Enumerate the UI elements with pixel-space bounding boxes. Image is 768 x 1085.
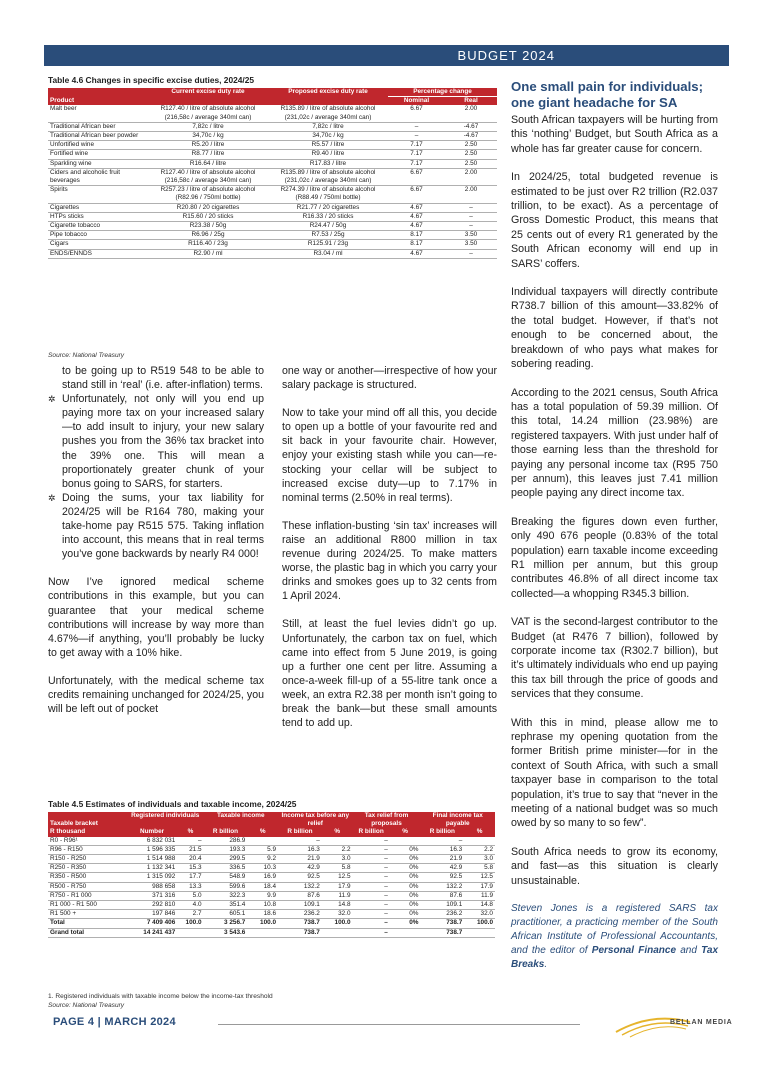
table-cell: – <box>353 919 390 928</box>
table-cell: 1 132 341 <box>127 864 177 873</box>
table-cell: 17.7 <box>177 873 203 882</box>
header-bracket: Taxable bracket <box>48 812 127 828</box>
paragraph: VAT is the second-largest contributor to the Budget (at R476 7 billion), followed by corporate income tax (R302.7 billion), but it’s ultimately individuals who end up paying this tax bill through the price of goods and services that they consume. <box>511 616 718 701</box>
header-taxable: Taxable income <box>204 812 278 828</box>
table-cell: 4.67 <box>388 203 445 212</box>
table-cell: 599.6 <box>204 882 248 891</box>
table-cell: R23.38 / 50g <box>148 222 268 231</box>
table-cell: 548.9 <box>204 873 248 882</box>
table-cell: – <box>353 837 390 846</box>
table-cell: 11.9 <box>464 891 495 900</box>
header-relief: Tax relief from proposals <box>353 812 421 828</box>
page-footer: PAGE 4 | MARCH 2024 <box>53 1016 176 1028</box>
table-cell: 2.00 <box>445 105 497 122</box>
paragraph: one way or another—irrespective of how your salary package is structured. <box>282 365 497 392</box>
logo-wordmark: BELLAN MEDIA <box>670 1019 733 1026</box>
table-cell: – <box>353 864 390 873</box>
table-cell: Malt beer <box>48 105 148 122</box>
table-cell: 292 810 <box>127 901 177 910</box>
table-cell: R6.96 / 25g <box>148 231 268 240</box>
table-cell: – <box>353 891 390 900</box>
table-cell: 16.9 <box>247 873 278 882</box>
table-row <box>48 845 495 854</box>
table-cell: 988 658 <box>127 882 177 891</box>
table-cell: 21.9 <box>420 855 464 864</box>
table-cell: 738.7 <box>278 928 322 937</box>
paragraph: These inflation-busting ‘sin tax’ increases will raise an additional R800 million in tax revenue during 2024/25. To make matters worse, the plastic bag in which you carry your drinks and smokes goes up to 32 cents from 1 April 2024. <box>282 519 497 603</box>
table-row <box>48 159 497 168</box>
table-cell: R0 - R96¹ <box>48 837 127 846</box>
header-before-relief: Income tax before any relief <box>278 812 352 828</box>
table-cell: 3.0 <box>464 855 495 864</box>
table-cell: 87.6 <box>278 891 322 900</box>
table-cell: 42.9 <box>420 864 464 873</box>
bullet-text: Doing the sums, your tax liability for 2024/25 will be R164 780, making your take-home pay R515 575. Taking inflation into account, this means that in real terms you’ve gone backwards by nearly R4 000! <box>62 491 264 561</box>
table-cell: 5.8 <box>464 864 495 873</box>
table-cell: 0% <box>390 882 421 891</box>
table-row <box>48 132 497 141</box>
table-cell: 92.5 <box>278 873 322 882</box>
table-cell <box>322 837 353 846</box>
unit-cell: R billion <box>353 828 390 836</box>
table-cell: 3 256.7 <box>204 919 248 928</box>
table-cell: 738.7 <box>420 919 464 928</box>
table-row <box>48 203 497 212</box>
unit-cell: R billion <box>278 828 322 836</box>
table-cell: 2.50 <box>445 159 497 168</box>
table-cell: 8.17 <box>388 240 445 249</box>
body-column-1 <box>48 364 264 730</box>
paragraph: In 2024/25, total budgeted revenue is estimated to be just over R2 trillion (R2.037 trillion, to be exact). As a percentage of Gross Domestic Product, this means that 25 cents out of every R1 generated by the South African economy will end up in SARS’ coffers. <box>511 171 718 270</box>
table-cell: 4.67 <box>388 212 445 221</box>
table-cell: 4.67 <box>388 249 445 258</box>
paragraph: Breaking the figures down even further, only 490 676 people (0.83% of the total population) earn taxable income exceeding R1 million per annum, but this group contributes 46.8% of all direct income tax collected—a whopping R345.3 billion. <box>511 515 718 600</box>
unit-cell: % <box>322 828 353 836</box>
header-nominal: Nominal <box>388 97 445 106</box>
table-row <box>48 168 497 185</box>
table-cell: 18.4 <box>247 882 278 891</box>
table-cell: – <box>353 845 390 854</box>
table-row <box>48 855 495 864</box>
table-row <box>48 240 497 249</box>
table-cell: Cigarette tobacco <box>48 222 148 231</box>
table-row <box>48 837 495 846</box>
table-cell: 2.2 <box>322 845 353 854</box>
table-cell: 236.2 <box>278 910 322 919</box>
table-cell: 5.0 <box>177 891 203 900</box>
table-cell: R135.89 / litre of absolute alcohol (231,02c / average 340ml can) <box>268 105 388 122</box>
table-cell: 18.6 <box>247 910 278 919</box>
table-cell: 6.67 <box>388 105 445 122</box>
bio-text: Steven Jones is a registered SARS tax practitioner, a practicing member of the South African Institute of Professional Accountants, and the editor of <box>511 903 718 957</box>
table-cell: Pipe tobacco <box>48 231 148 240</box>
table-cell: R15.60 / 20 sticks <box>148 212 268 221</box>
table-cell: 3.50 <box>445 240 497 249</box>
bullet-continuation <box>48 364 264 392</box>
table-cell: 6.67 <box>388 168 445 185</box>
table-cell: R150 - R250 <box>48 855 127 864</box>
table-cell: 336.5 <box>204 864 248 873</box>
table-cell: 20.4 <box>177 855 203 864</box>
table-row <box>48 249 497 258</box>
table-cell: – <box>353 873 390 882</box>
table-cell: 0% <box>390 891 421 900</box>
table-cell: 6 832 031 <box>127 837 177 846</box>
table-cell: 0% <box>390 855 421 864</box>
table-row <box>48 901 495 910</box>
body-column-2 <box>282 364 497 744</box>
table-cell: 15.3 <box>177 864 203 873</box>
header-percentage: Percentage change <box>388 88 497 97</box>
table-cell: R127.40 / litre of absolute alcohol (216,58c / average 340ml can) <box>148 105 268 122</box>
table-cell: 7.17 <box>388 159 445 168</box>
sidebar-title: One small pain for individuals; one giant headache for SA <box>511 79 703 110</box>
table-cell: 738.7 <box>420 928 464 937</box>
table-row <box>48 222 497 231</box>
table-cell: R16.33 / 20 sticks <box>268 212 388 221</box>
table-row <box>48 122 497 131</box>
table-cell <box>247 928 278 937</box>
table-cell: 351.4 <box>204 901 248 910</box>
table-cell: R750 - R1 000 <box>48 891 127 900</box>
table-cell: R9.40 / litre <box>268 150 388 159</box>
table-cell: R2.90 / ml <box>148 249 268 258</box>
table-cell: 132.2 <box>278 882 322 891</box>
table-cell: 21.9 <box>278 855 322 864</box>
table-cell: – <box>420 837 464 846</box>
table-cell: R125.91 / 23g <box>268 240 388 249</box>
table-cell: 2.00 <box>445 186 497 203</box>
table-cell: 6.67 <box>388 186 445 203</box>
table-cell: – <box>388 122 445 131</box>
table-cell: R16.64 / litre <box>148 159 268 168</box>
table-cell: R24.47 / 50g <box>268 222 388 231</box>
table-cell: R20.80 / 20 cigarettes <box>148 203 268 212</box>
table-cell: 16.3 <box>278 845 322 854</box>
table-cell: 87.6 <box>420 891 464 900</box>
table-cell: R1 000 - R1 500 <box>48 901 127 910</box>
table-cell: – <box>353 901 390 910</box>
table-cell: – <box>445 249 497 258</box>
table-cell: 8.17 <box>388 231 445 240</box>
table-cell: R500 - R750 <box>48 882 127 891</box>
paragraph: With this in mind, please allow me to rephrase my opening quotation from the former British prime minister—for in the context of South Africa, with such a small taxpayer base in comparison to the total population, it’s true to say that “never in the meeting of a national budget was so much owed by so many to so few”. <box>511 716 718 830</box>
header-current: Current excise duty rate <box>148 88 268 105</box>
table-cell: 1 315 092 <box>127 873 177 882</box>
table-cell <box>390 837 421 846</box>
table-cell: 0% <box>390 864 421 873</box>
paragraph: Now I’ve ignored medical scheme contributions in this example, but you can guarantee that your medical scheme contributions will increase by way more than 4.67%—if anything, you’ll probably be lucky to get away with a 10% hike. <box>48 576 264 659</box>
table-cell: 12.5 <box>322 873 353 882</box>
table-cell: 2.50 <box>445 141 497 150</box>
table-cell: 42.9 <box>278 864 322 873</box>
table-cell: Traditional African beer <box>48 122 148 131</box>
table-cell: 2.2 <box>464 845 495 854</box>
table-cell: 371 316 <box>127 891 177 900</box>
table-cell: Cigars <box>48 240 148 249</box>
income-table-body <box>48 837 495 919</box>
bio-publication: Tax Breaks <box>511 945 719 971</box>
table-cell: – <box>445 203 497 212</box>
table-cell: 17.9 <box>464 882 495 891</box>
table-cell: R116.40 / 23g <box>148 240 268 249</box>
table-cell: R274.39 / litre of absolute alcohol (R88.49 / 750ml bottle) <box>268 186 388 203</box>
table-cell: R257.23 / litre of absolute alcohol (R82.96 / 750ml bottle) <box>148 186 268 203</box>
sidebar-article <box>511 79 718 986</box>
unit-cell: % <box>177 828 203 836</box>
table-cell: 2.7 <box>177 910 203 919</box>
table-row <box>48 891 495 900</box>
table-cell: 299.5 <box>204 855 248 864</box>
table-cell: 14 241 437 <box>127 928 177 937</box>
table-cell: HTPs sticks <box>48 212 148 221</box>
table-row <box>48 212 497 221</box>
table-cell: 34,70c / kg <box>268 132 388 141</box>
table-cell: 5.8 <box>322 864 353 873</box>
taxable-income-table <box>48 812 495 938</box>
paragraph: Now to take your mind off all this, you decide to open up a bottle of your favourite red and sit back in your favourite chair. However, enjoy your existing stash while you can—re-stocking your cellar will be subject to increased excise duty—up to 7.17% in nominal terms (2.50% in real terms). <box>282 407 497 504</box>
paragraph-continuation: to be going up to R519 548 to be able to stand still in ‘real’ (i.e. after-inflation) terms. <box>62 365 264 392</box>
table-cell: 0% <box>390 901 421 910</box>
paragraph: South African taxpayers will be hurting from this ‘nothing’ Budget, but South Africa as a whole has far greater cause for concern. <box>511 114 718 155</box>
table-cell: 7,82c / litre <box>148 122 268 131</box>
table-cell: R7.53 / 25g <box>268 231 388 240</box>
section-banner: BUDGET 2024 <box>44 45 729 66</box>
table-cell: 10.8 <box>247 901 278 910</box>
table-row <box>48 873 495 882</box>
table-cell: R350 - R500 <box>48 873 127 882</box>
paragraph: According to the 2021 census, South Africa has a total population of 59.39 million. Of this total, 14.24 million (23.98%) are registered taxpayers. With just under half of those earning less than the threshold for paying any personal income tax (R95 750 per annum), this leaves just 7.41 million people paying any direct income tax. <box>511 386 718 500</box>
table-cell: Sparkling wine <box>48 159 148 168</box>
paragraph: South Africa needs to grow its economy, and fast—as this situation is clearly unsustainable. <box>511 845 718 887</box>
table-cell: 0% <box>390 845 421 854</box>
table-cell: Fortified wine <box>48 150 148 159</box>
table-cell: – <box>445 222 497 231</box>
table-cell <box>464 837 495 846</box>
table-cell: R3.04 / ml <box>268 249 388 258</box>
author-bio <box>511 902 718 972</box>
table-cell: 32.0 <box>322 910 353 919</box>
table-cell: 1 596 335 <box>127 845 177 854</box>
footer-divider <box>218 1024 580 1025</box>
table-cell: Total <box>48 919 127 928</box>
table-cell: R5.20 / litre <box>148 141 268 150</box>
table-cell: 3.0 <box>322 855 353 864</box>
table-row <box>48 882 495 891</box>
excise-table-body <box>48 105 497 258</box>
header-product: Product <box>48 88 148 105</box>
table-4-5-source: Source: National Treasury <box>48 1002 125 1009</box>
table-cell: 5.9 <box>247 845 278 854</box>
table-cell: Unfortified wine <box>48 141 148 150</box>
table-cell: 7.17 <box>388 150 445 159</box>
table-cell: Grand total <box>48 928 127 937</box>
table-cell: 3.50 <box>445 231 497 240</box>
table-row <box>48 231 497 240</box>
table-cell: 14.8 <box>464 901 495 910</box>
table-cell: R96 - R150 <box>48 845 127 854</box>
table-cell <box>464 928 495 937</box>
table-cell: Traditional African beer powder <box>48 132 148 141</box>
table-cell: 322.3 <box>204 891 248 900</box>
table-cell: – <box>353 928 390 937</box>
table-cell: R135.89 / litre of absolute alcohol (231,02c / average 340ml can) <box>268 168 388 185</box>
table-cell: 7.17 <box>388 141 445 150</box>
unit-cell: R billion <box>420 828 464 836</box>
table-cell: 32.0 <box>464 910 495 919</box>
table-cell: 34,70c / kg <box>148 132 268 141</box>
bullet-item <box>48 491 264 561</box>
table-cell: 4.67 <box>388 222 445 231</box>
table-cell: 9.2 <box>247 855 278 864</box>
table-cell <box>247 837 278 846</box>
bio-publication: Personal Finance <box>591 945 677 957</box>
table-cell: 16.3 <box>420 845 464 854</box>
unit-cell: Number <box>127 828 177 836</box>
table-cell: ENDS/ENNDS <box>48 249 148 258</box>
table-cell: 236.2 <box>420 910 464 919</box>
table-cell <box>390 928 421 937</box>
table-cell: R5.57 / litre <box>268 141 388 150</box>
table-cell: – <box>177 837 203 846</box>
table-cell: Ciders and alcoholic fruit beverages <box>48 168 148 185</box>
table-cell: 100.0 <box>322 919 353 928</box>
table-cell: 286.9 <box>204 837 248 846</box>
total-row <box>48 919 495 928</box>
table-cell: 11.9 <box>322 891 353 900</box>
units-row <box>48 828 495 836</box>
header-real: Real <box>445 97 497 106</box>
table-cell: 2.50 <box>445 150 497 159</box>
table-row <box>48 910 495 919</box>
table-4-6-source: Source: National Treasury <box>48 352 125 359</box>
header-registered: Registered individuals <box>127 812 204 828</box>
table-cell: R1 500 + <box>48 910 127 919</box>
table-cell: 0% <box>390 873 421 882</box>
table-cell: Cigarettes <box>48 203 148 212</box>
table-cell: 100.0 <box>247 919 278 928</box>
table-cell: 7,82c / litre <box>268 122 388 131</box>
unit-cell: % <box>247 828 278 836</box>
table-cell: 21.5 <box>177 845 203 854</box>
table-cell: 12.5 <box>464 873 495 882</box>
bio-text: and <box>676 945 702 957</box>
table-cell: – <box>278 837 322 846</box>
table-cell: 13.3 <box>177 882 203 891</box>
table-row <box>48 105 497 122</box>
unit-cell: R thousand <box>48 828 127 836</box>
bullet-item <box>48 392 264 491</box>
table-cell: 100.0 <box>177 919 203 928</box>
table-row <box>48 150 497 159</box>
table-cell: 17.9 <box>322 882 353 891</box>
table-cell: 193.3 <box>204 845 248 854</box>
table-cell: 7 409 406 <box>127 919 177 928</box>
table-cell: 197 846 <box>127 910 177 919</box>
table-cell: 2.00 <box>445 168 497 185</box>
table-cell: 109.1 <box>420 901 464 910</box>
table-cell: 3 543.6 <box>204 928 248 937</box>
paragraph: Unfortunately, with the medical scheme tax credits remaining unchanged for 2024/25, you will be left out of pocket <box>48 674 264 716</box>
table-cell: – <box>353 882 390 891</box>
table-cell: 109.1 <box>278 901 322 910</box>
table-row <box>48 864 495 873</box>
table-cell: 0% <box>390 910 421 919</box>
table-cell: 4.0 <box>177 901 203 910</box>
table-cell: R250 - R350 <box>48 864 127 873</box>
table-cell: 738.7 <box>278 919 322 928</box>
table-cell: 1 514 988 <box>127 855 177 864</box>
excise-duties-table <box>48 88 497 259</box>
bullet-icon: ✲ <box>48 492 56 503</box>
unit-cell: % <box>390 828 421 836</box>
paragraph: Still, at least the fuel levies didn’t go up. Unfortunately, the carbon tax on fuel, which came into effect from 5 June 2019, is going up a further one cent per litre. Assuming a once-a-week fill-up of a 55-litre tank once a week, an extra R2.38 per month isn’t going to break the bank—but these small amounts tend to add up. <box>282 618 497 730</box>
table-cell: – <box>388 132 445 141</box>
table-row <box>48 141 497 150</box>
table-cell: R8.77 / litre <box>148 150 268 159</box>
table-cell <box>322 928 353 937</box>
table-cell: – <box>353 855 390 864</box>
table-cell: R17.83 / litre <box>268 159 388 168</box>
bullet-text: Unfortunately, not only will you end up paying more tax on your increased salary—to add insult to injury, your new salary pushes you from the 36% tax bracket into the 39% one. This will mean a proportionately greater chunk of your bonus going to SARS, for starters. <box>62 393 264 490</box>
table-cell: 92.5 <box>420 873 464 882</box>
table-4-5-caption: Table 4.5 Estimates of individuals and taxable income, 2024/25 <box>48 799 297 809</box>
table-cell: 10.3 <box>247 864 278 873</box>
table-cell: -4.67 <box>445 122 497 131</box>
table-4-5-note: 1. Registered individuals with taxable income below the income-tax threshold <box>48 993 273 1000</box>
header-proposed: Proposed excise duty rate <box>268 88 388 105</box>
table-row <box>48 186 497 203</box>
table-cell: -4.67 <box>445 132 497 141</box>
grand-total-row <box>48 928 495 937</box>
table-cell: R21.77 / 20 cigarettes <box>268 203 388 212</box>
table-cell: 100.0 <box>464 919 495 928</box>
table-cell: 9.9 <box>247 891 278 900</box>
bio-text: . <box>544 959 548 971</box>
table-cell: 132.2 <box>420 882 464 891</box>
table-cell <box>177 928 203 937</box>
table-cell: – <box>353 910 390 919</box>
unit-cell: R billion <box>204 828 248 836</box>
table-cell: 0% <box>390 919 421 928</box>
table-cell: 14.8 <box>322 901 353 910</box>
table-cell: – <box>445 212 497 221</box>
table-cell: Spirits <box>48 186 148 203</box>
table-cell: 605.1 <box>204 910 248 919</box>
unit-cell: % <box>464 828 495 836</box>
header-final: Final income tax payable <box>420 812 495 828</box>
table-4-6-caption: Table 4.6 Changes in specific excise duties, 2024/25 <box>48 75 255 85</box>
paragraph: Individual taxpayers will directly contribute R738.7 billion of this amount—33.82% of the total budget. However, if that’s not enough to be concerned about, the breakdown of who pays what makes for sobering reading. <box>511 286 718 371</box>
bullet-icon: ✲ <box>48 394 56 405</box>
table-cell: R127.40 / litre of absolute alcohol (216,58c / average 340ml can) <box>148 168 268 185</box>
